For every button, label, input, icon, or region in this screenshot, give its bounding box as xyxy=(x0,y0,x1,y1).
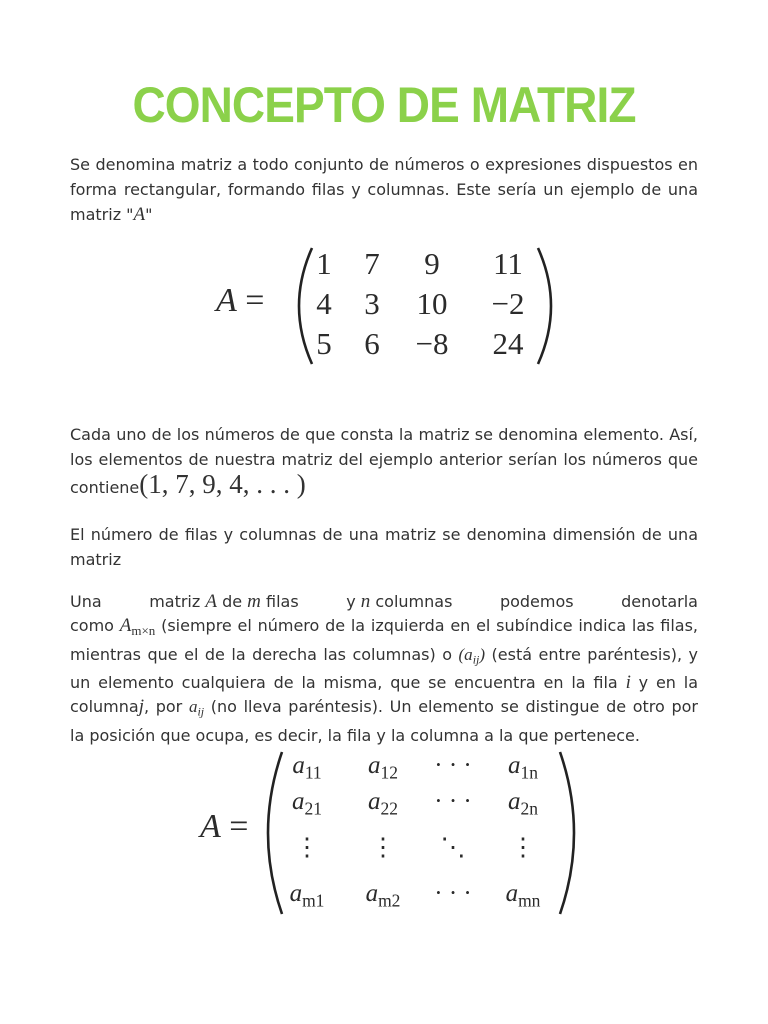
general-matrix-cell: · · · xyxy=(434,880,472,907)
general-matrix-cell: ⋮ xyxy=(510,834,536,861)
general-matrix xyxy=(196,748,586,918)
general-matrix-cell: $a_{11}$ xyxy=(292,752,322,783)
general-matrix-cell: $a_{m2}$ xyxy=(365,880,401,911)
intro-close: " xyxy=(145,205,153,224)
matrix-cell: 6 xyxy=(364,326,380,361)
matrix-lhs: A = xyxy=(216,282,265,319)
general-matrix-cell: $a_{1n}$ xyxy=(508,752,538,783)
elements-text: Cada uno de los números de que consta la matriz se denomina elemento. Así, los elementos de nuestra matriz del ejemplo anterior serían los números que contiene xyxy=(70,425,698,497)
intro-symbol: A xyxy=(133,204,146,225)
notation-body: como $A_{m\times n}$ (siempre el número de la izquierda en el subíndice indica las filas, mientras que el de la derecha las columnas) o $(a_{ij})$ (está entre paréntesis), y un elemento cualquiera de la misma, que se encuentra en la fila i y en la columnaj, por $a_{ij}$ (no lleva paréntesis). Un elemento se distingue de otro por la posición que ocupa, es decir, la fila y la columna a la que pertenece. xyxy=(70,615,699,746)
elements-tuple: (1, 7, 9, 4, . . . ) xyxy=(139,469,306,499)
general-matrix-cell: · · · xyxy=(434,752,472,779)
example-matrix xyxy=(216,242,556,370)
matrix-cell: −2 xyxy=(491,286,525,321)
general-matrix-cell: $a_{12}$ xyxy=(368,752,398,783)
intro-paragraph xyxy=(70,152,698,227)
matrix-cell: 9 xyxy=(424,246,440,281)
page-title: CONCEPTO DE MATRIZ xyxy=(132,77,636,133)
general-matrix-cell: · · · xyxy=(434,788,472,815)
matrix-cell: 7 xyxy=(364,246,380,281)
matrix-cell: −8 xyxy=(415,326,449,361)
intro-text: Se denomina matriz a todo conjunto de números o expresiones dispuestos en forma rectangular, formando filas y columnas. Este sería un ejemplo de una matriz " xyxy=(70,155,698,224)
matrix-cell: 24 xyxy=(492,326,524,361)
dimension-paragraph: El número de filas y columnas de una matriz se denomina dimensión de una matriz xyxy=(70,525,698,569)
matrix-cell: 10 xyxy=(416,286,448,321)
general-matrix-cell: ⋮ xyxy=(294,834,320,861)
general-matrix-cell: ⋱ xyxy=(440,834,466,861)
general-matrix-cell: $a_{m1}$ xyxy=(289,880,325,911)
notation-line-1: Una matriz A de m filas y n columnas podemos denotarla xyxy=(70,591,698,612)
matrix-cell: 11 xyxy=(493,246,523,281)
general-matrix-cell: $a_{mn}$ xyxy=(505,880,541,911)
general-matrix-cell: $a_{2n}$ xyxy=(508,788,538,819)
matrix-cell: 3 xyxy=(364,286,380,321)
general-matrix-cell: ⋮ xyxy=(370,834,396,861)
matrix-cell: 5 xyxy=(316,326,332,361)
general-matrix-lhs: A = xyxy=(200,808,249,845)
notation-paragraph xyxy=(70,590,698,748)
matrix-cell: 1 xyxy=(316,246,332,281)
matrix-cell: 4 xyxy=(316,286,332,321)
general-matrix-cell: $a_{21}$ xyxy=(292,788,322,819)
general-matrix-cell: $a_{22}$ xyxy=(368,788,398,819)
elements-paragraph xyxy=(70,422,698,500)
